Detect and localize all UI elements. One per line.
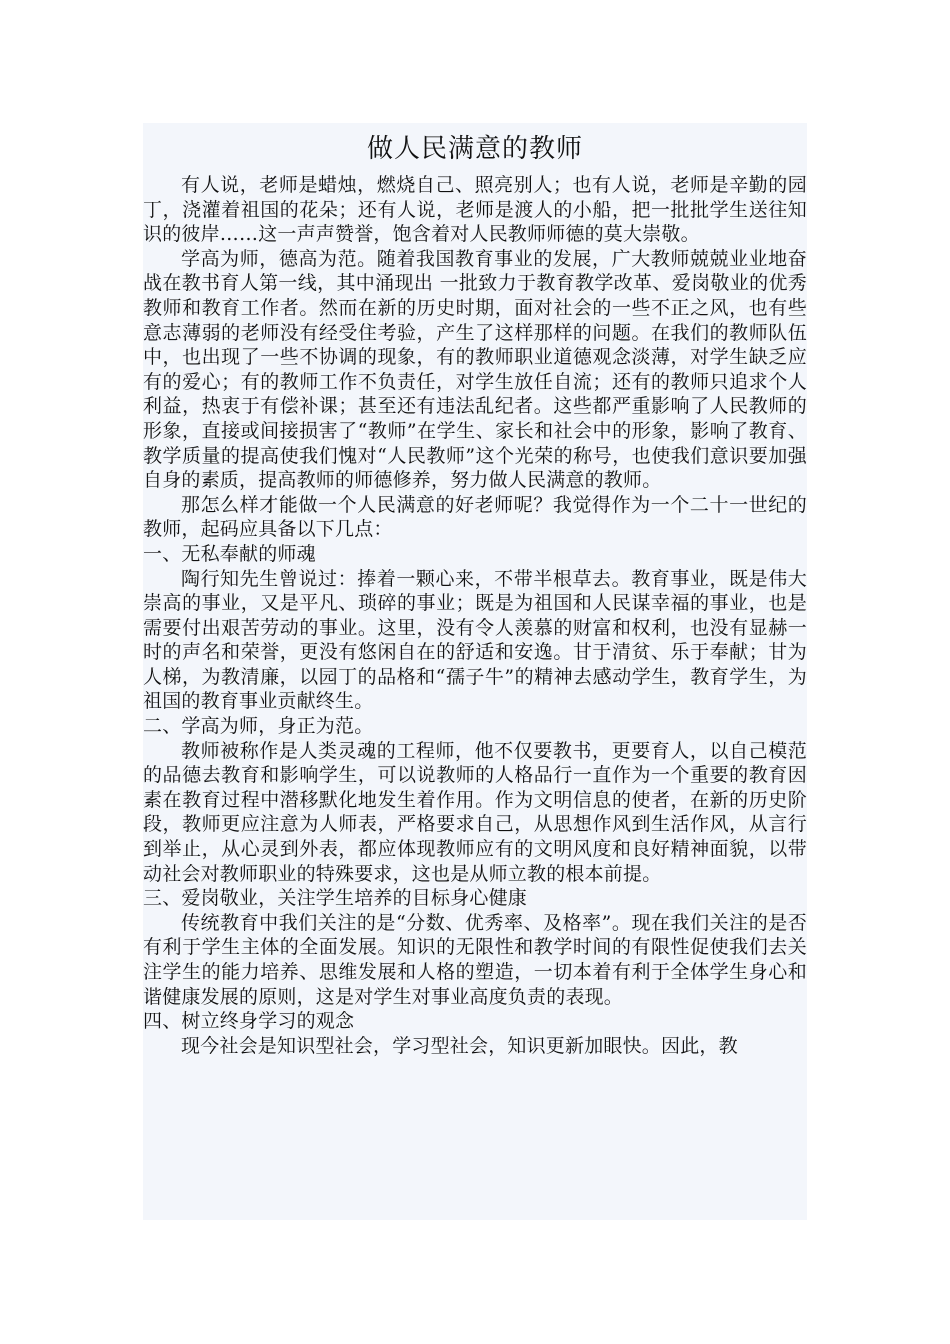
document-page: [143, 123, 807, 1220]
section-body: 教师被称作是人类灵魂的工程师，他不仅要教书，更要育人，以自己模范的品德去教育和影响学生，可以说教师的人格品行一直作为一个重要的教育因素在教育过程中潜移默化地发生着作用。作为文明信息的使者，在新的历史阶段，教师更应注意为人师表，严格要求自己，从思想作风到生活作风，从言行到举止，从心灵到外表，都应体现教师应有的文明风度和良好精神面貌，以带动社会对教师职业的特殊要求，这也是从师立教的根本前提。: [143, 739, 807, 885]
section-body: 现今社会是知识型社会，学习型社会，知识更新加眼快。因此，教: [181, 1034, 738, 1057]
document-title: 做人民满意的教师: [366, 134, 583, 164]
section-heading: 三、爱岗敬业，关注学生培养的目标身心健康: [143, 887, 528, 910]
body-paragraph: 学高为师，德高为范。随着我国教育事业的发展，广大教师兢兢业业地奋战在教书育人第一线，其中涌现出 一批致力于教育教学改革、爱岗敬业的优秀教师和教育工作者。然而在新的历史时期，面对社会的一些不正之风，也有些意志薄弱的老师没有经受住考验，产生了这样那样的问题。在我们的教师队伍中，也出现了一些不协调的现象，有的教师职业道德观念淡薄，对学生缺乏应有的爱心；有的教师工作不负责任，对学生放任自流；还有的教师只追求个人利益，热衷于有偿补课；甚至还有违法乱纪者。这些都严重影响了人民教师的形象，直接或间接损害了“教师”在学生、家长和社会中的形象，影响了教育、教学质量的提高使我们愧对“人民教师”这个光荣的称号，也使我们意识要加强自身的素质，提高教师的师德修养，努力做人民满意的教师。: [143, 247, 807, 492]
transition-paragraph: 那怎么样才能做一个人民满意的好老师呢？我觉得作为一个二十一世纪的教师，起码应具备以下几点：: [143, 493, 807, 541]
section-heading: 二、学高为师，身正为范。: [143, 715, 374, 738]
section-body: 传统教育中我们关注的是“分数、优秀率、及格率”。现在我们关注的是否有利于学生主体的全面发展。知识的无限性和教学时间的有限性促使我们去关注学生的能力培养、思维发展和人格的塑造，一切本着有利于全体学生身心和谐健康发展的原则，这是对学生对事业高度负责的表现。: [143, 911, 807, 1008]
intro-paragraph: 有人说，老师是蜡烛，燃烧自己、照亮别人；也有人说，老师是辛勤的园丁，浇灌着祖国的花朵；还有人说，老师是渡人的小船，把一批批学生送往知识的彼岸……这一声声赞誉，饱含着对人民教师师德的莫大崇敬。: [143, 174, 807, 246]
section-heading: 一、无私奉献的师魂: [143, 542, 316, 565]
section-heading: 四、树立终身学习的观念: [143, 1010, 355, 1033]
section-body: 陶行知先生曾说过：捧着一颗心来，不带半根草去。教育事业，既是伟大崇高的事业，又是平凡、琐碎的事业；既是为祖国和人民谋幸福的事业，也是需要付出艰苦劳动的事业。这里，没有令人羡慕的财富和权利，也没有显赫一时的声名和荣誉，更没有悠闲自在的舒适和安逸。甘于清贫、乐于奉献；甘为人梯，为教清廉，以园丁的品格和“孺子牛”的精神去感动学生，教育学生，为祖国的教育事业贡献终生。: [143, 567, 807, 713]
